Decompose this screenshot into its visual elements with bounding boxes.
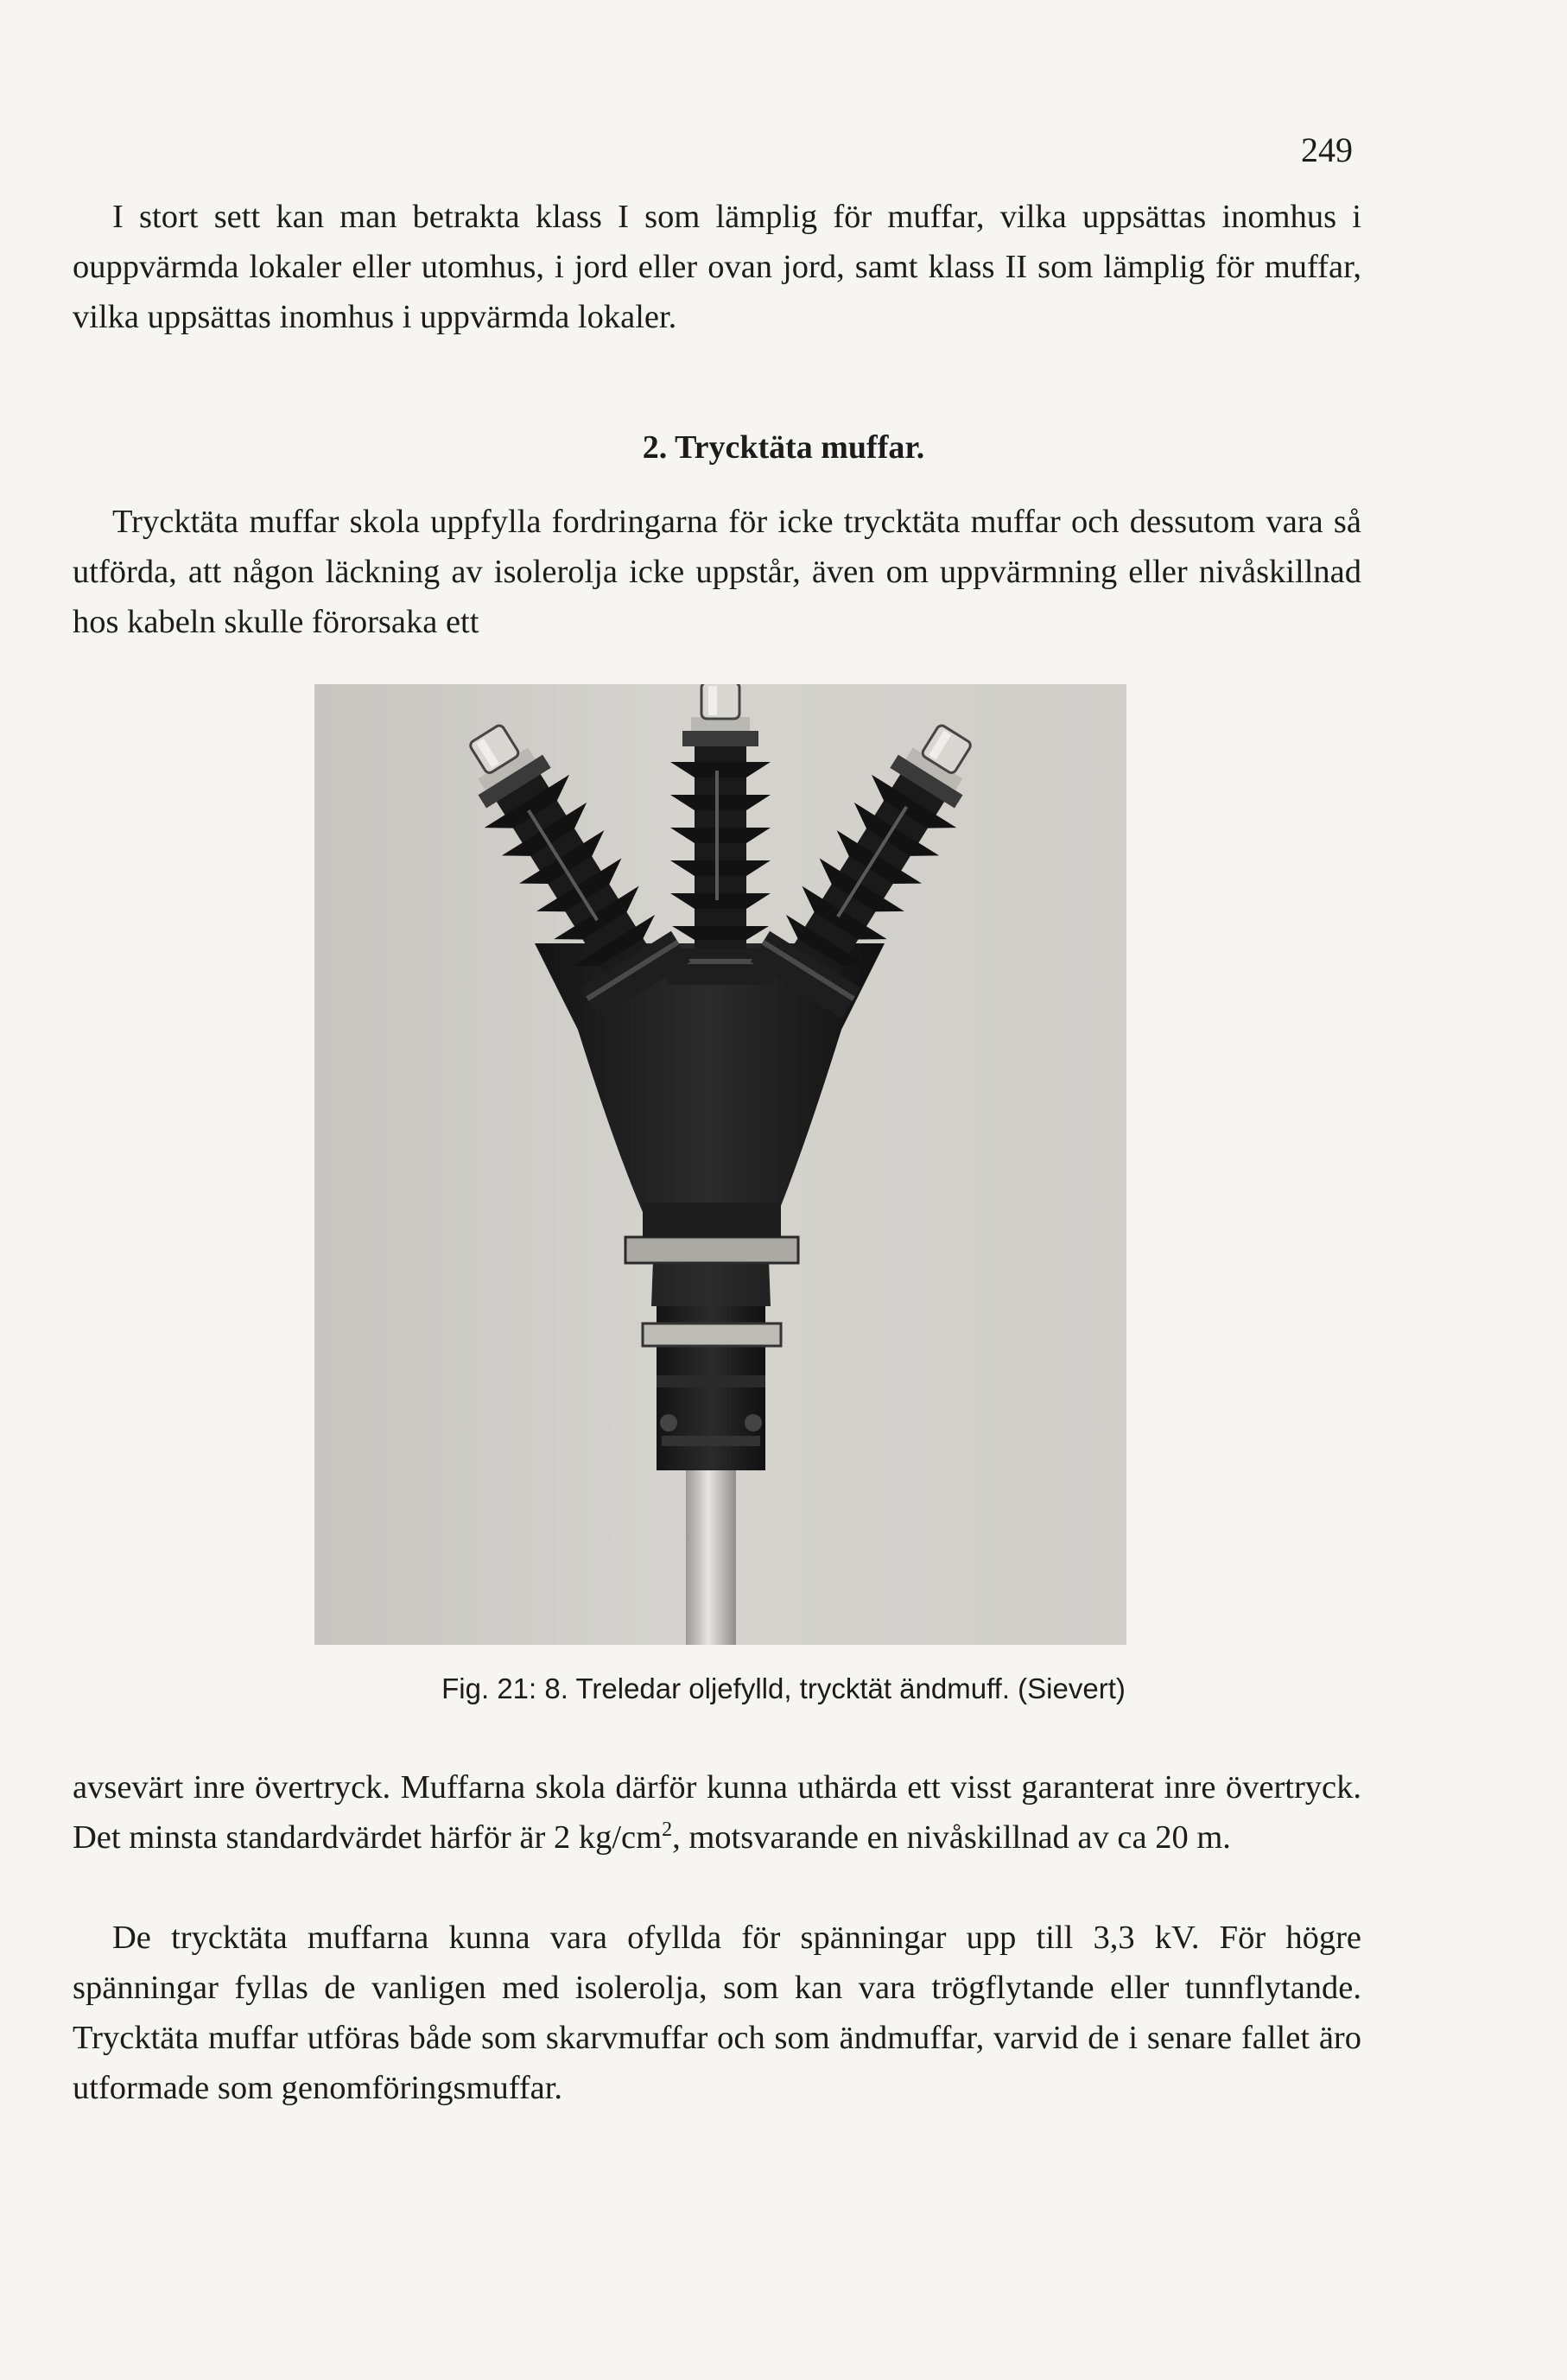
page-number: 249 xyxy=(1301,130,1353,169)
paragraph-overpressure-text: avsevärt inre övertryck. Muffarna skola därför kunna uthärda ett visst garanterat inre övertryck. Det minsta standardvärdet härför är 2 kg/cm xyxy=(73,1769,1361,1856)
section-heading: 2. Trycktäta muffar. xyxy=(642,429,925,466)
paragraph-overpressure xyxy=(73,1762,1361,1863)
paragraph-overpressure-text-end: , motsvarande en nivåskillnad av ca 20 m. xyxy=(672,1819,1231,1856)
paragraph-intro: I stort sett kan man betrakta klass I som lämplig för muffar, vilka uppsättas inomhus i ouppvärmda lokaler eller utomhus, i jord eller ovan jord, samt klass II som lämplig för muffar, vilka uppsättas inomhus i uppvärmda lokaler. xyxy=(73,199,1361,335)
paragraph-filling: De trycktäta muffarna kunna vara ofyllda för spänningar upp till 3,3 kV. För högre spänningar fyllas de vanligen med isolerolja, som kan vara trögflytande eller tunnflytande. Trycktäta muffar utföras både som skarvmuffar och som ändmuffar, varvid de i senare fallet äro utformade som genomföringsmuffar. xyxy=(73,1920,1361,2106)
figure-photo-three-core-end-sleeve xyxy=(314,684,1126,1645)
paragraph-pressure-tight: Trycktäta muffar skola uppfylla fordringarna för icke trycktäta muffar och dessutom vara så utförda, att någon läckning av isolerolja icke uppstår, även om uppvärmning eller nivåskillnad hos kabeln skulle förorsaka ett xyxy=(73,504,1361,640)
figure-caption: Fig. 21: 8. Treledar oljefylld, trycktät ändmuff. (Sievert) xyxy=(441,1672,1126,1704)
superscript-unit: 2 xyxy=(662,1818,673,1841)
